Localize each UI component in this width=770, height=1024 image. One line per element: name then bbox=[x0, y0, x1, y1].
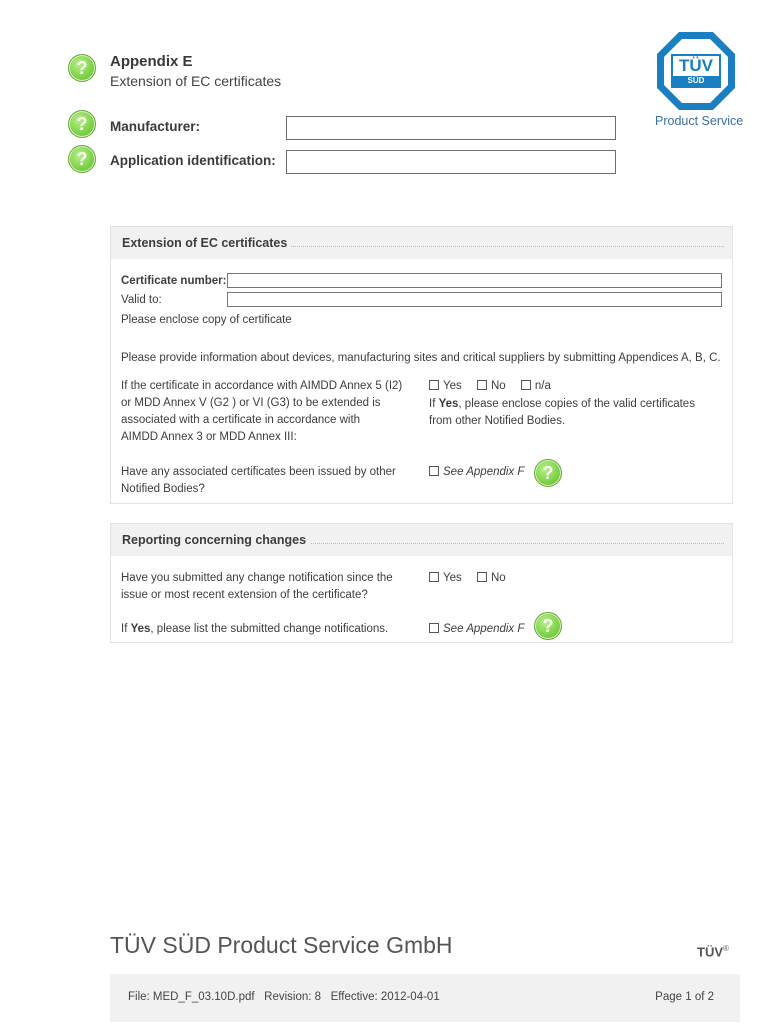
logo-sub-text: SÜD bbox=[687, 76, 705, 85]
logo-caption: Product Service bbox=[655, 114, 744, 128]
certificate-number-label: Certificate number: bbox=[121, 275, 227, 287]
checkbox[interactable] bbox=[429, 623, 439, 633]
question-annex-note: If Yes, please enclose copies of the valid certificates from other Notified Bodies. bbox=[429, 398, 695, 427]
help-icon[interactable]: ? bbox=[68, 145, 96, 173]
section-header bbox=[111, 524, 732, 556]
page-subtitle: Extension of EC certificates bbox=[110, 73, 282, 89]
page-title: Appendix E bbox=[110, 53, 193, 70]
question-change-options bbox=[429, 570, 518, 587]
question-annex-text: If the certificate in accordance with AIMDD Annex 5 (I2) or MDD Annex V (G2 ) or VI (G3) to be extended is associated with a certificate in accordance with AIMDD Annex 3 or MDD Annex III: bbox=[121, 380, 403, 443]
manufacturer-field[interactable] bbox=[286, 116, 616, 140]
section-header bbox=[111, 227, 732, 259]
application-identification-label: Application identification: bbox=[110, 153, 276, 168]
valid-to-field[interactable] bbox=[227, 292, 722, 307]
file-info: File: MED_F_03.10D.pdf Revision: 8 Effective: 2012-04-01 bbox=[128, 991, 440, 1003]
option-yes[interactable]: Yes bbox=[429, 380, 462, 392]
help-icon[interactable]: ? bbox=[534, 459, 562, 487]
help-icon[interactable]: ? bbox=[534, 612, 562, 640]
help-icon[interactable]: ? bbox=[68, 110, 96, 138]
checkbox[interactable] bbox=[429, 572, 439, 582]
question-annex-options bbox=[429, 378, 563, 395]
question-list-notifications: If Yes, please list the submitted change notifications. bbox=[121, 623, 389, 635]
checkbox[interactable] bbox=[429, 380, 439, 390]
option-na[interactable]: n/a bbox=[521, 380, 551, 392]
checkbox[interactable] bbox=[477, 572, 487, 582]
logo-mark-text: TÜV bbox=[679, 56, 713, 75]
page-number: Page 1 of 2 bbox=[655, 991, 714, 1003]
footer-tuv-logo: TÜV® bbox=[697, 944, 729, 960]
option-no[interactable]: No bbox=[477, 380, 506, 392]
option-no[interactable]: No bbox=[477, 572, 506, 584]
application-identification-field[interactable] bbox=[286, 150, 616, 174]
checkbox[interactable] bbox=[477, 380, 487, 390]
help-icon[interactable]: ? bbox=[68, 54, 96, 82]
checkbox[interactable] bbox=[521, 380, 531, 390]
valid-to-label: Valid to: bbox=[121, 294, 162, 306]
section-title: Reporting concerning changes bbox=[122, 533, 310, 547]
option-see-appendix-f[interactable]: See Appendix F bbox=[429, 464, 524, 481]
section-title: Extension of EC certificates bbox=[122, 236, 291, 250]
certificate-number-field[interactable] bbox=[227, 273, 722, 288]
info-text: Please provide information about devices, manufacturing sites and critical suppliers by submitting Appendices A, B, C. bbox=[121, 352, 721, 364]
footer-bar bbox=[110, 974, 740, 1022]
option-see-appendix-f[interactable]: See Appendix F bbox=[429, 621, 524, 638]
tuv-sud-logo bbox=[655, 30, 737, 112]
manufacturer-label: Manufacturer: bbox=[110, 119, 201, 134]
enclose-note: Please enclose copy of certificate bbox=[121, 314, 292, 326]
option-yes[interactable]: Yes bbox=[429, 572, 462, 584]
checkbox[interactable] bbox=[429, 466, 439, 476]
question-change-notification: Have you submitted any change notification since the issue or most recent extension of the certificate? bbox=[121, 572, 393, 601]
question-associated-certificates: Have any associated certificates been issued by other Notified Bodies? bbox=[121, 466, 396, 495]
footer-company-name: TÜV SÜD Product Service GmbH bbox=[110, 932, 453, 958]
